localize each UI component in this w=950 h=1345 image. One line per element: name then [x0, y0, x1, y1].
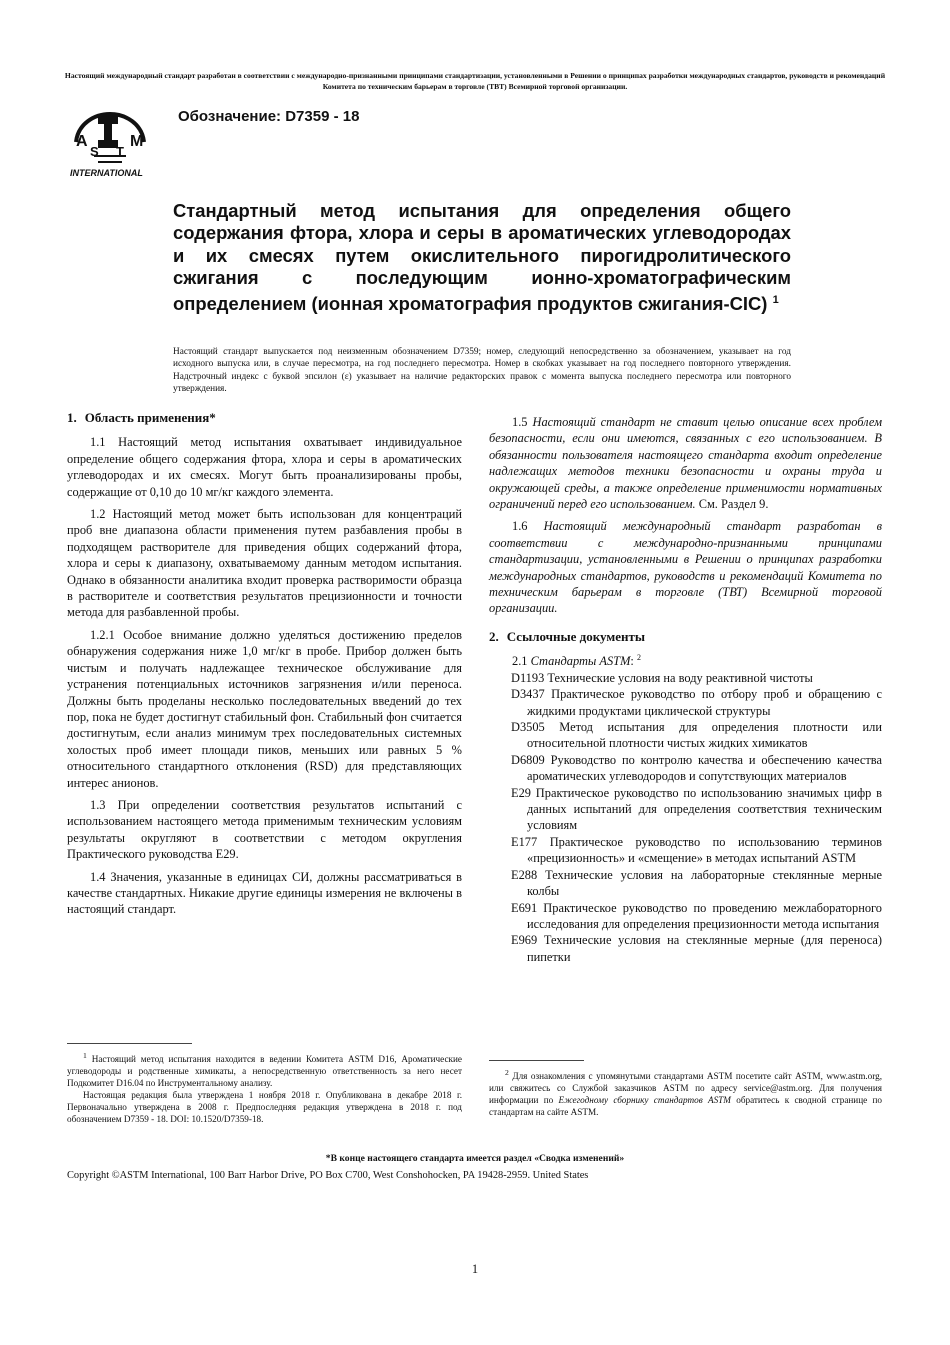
- svg-text:S: S: [90, 144, 99, 159]
- right-footnotes: [489, 1060, 882, 1118]
- reference-item: E691 Практическое руководство по проведению межлабораторного исследования для определения прецизионности метода испытания: [511, 900, 882, 931]
- paragraph-1-4: 1.4 Значения, указанные в единицах СИ, должны рассматриваться в качестве стандартных. Никакие другие единицы измерения не включены в настоящий стандарт.: [67, 869, 462, 917]
- footnote-2: $^2$ Для ознакомления с упомянутыми стандартами ASTM посетите сайт ASTM, www.astm.org, или свяжитесь со Службой заказчиков ASTM по адресу service@astm.org. Для получения информации по Ежегодному сборнику стандартов ASTM обратитесь к сводной странице по стандартам на сайте ASTM.: [489, 1068, 883, 1118]
- paragraph-1-5: 1.5 Настоящий стандарт не ставит целью описание всех проблем безопасности, если они имеются, связанных с его использованием. В обязанности пользователя настоящего стандарта входит определение надлежащих методов техники безопасности и охраны труда и окружающей среды, а также определение применимости нормативных ограничений перед его использованием. См. Раздел 9.: [489, 415, 882, 512]
- paragraph-1-1: 1.1 Настоящий метод испытания охватывает индивидуальное определение общего содержания фтора, хлора и серы в ароматических углеводородах и их смесях. Могут быть проанализированы пробы, содержащие от 0,10 до 10 мг/кг каждого элемента.: [67, 435, 462, 499]
- paragraph-1-2: 1.2 Настоящий метод может быть использован для концентраций проб вне диапазона области применения путем разбавления пробы в подходящем растворителе для приведения общих содержаний фтора, хлора и серы к диапазону, охватываемому данным методом испытания. Однако в обязанности аналитика входит проверка растворимости образца в растворителе и соответствия результатов прецизионности и точности метода для разбавленной пробы.: [67, 507, 462, 620]
- reference-item: E969 Технические условия на стеклянные мерные (для переноса) пипетки: [511, 933, 882, 964]
- footnote-divider: [489, 1060, 584, 1061]
- copyright-line: Copyright ©ASTM International, 100 Barr Harbor Drive, PO Box C700, West Conshohocken, PA 19428-2959. United States: [67, 1170, 589, 1181]
- paragraph-2-1: 2.1 Стандарты ASTM: $^2$: [512, 653, 641, 669]
- summary-of-changes-note: *В конце настоящего стандарта имеется раздел «Сводка изменений»: [325, 1153, 625, 1164]
- reference-item: D6809 Руководство по контролю качества и обеспечению качества ароматических углеводородов и сопутствующих материалов: [511, 752, 882, 784]
- astm-logo-icon: [68, 112, 160, 182]
- reference-item: D3505 Метод испытания для определения плотности или относительной плотности чистых жидких химикатов: [511, 720, 882, 751]
- title-text: Стандартный метод испытания для определения общего содержания фтора, хлора и серы в ароматических углеводородах и их смесях путем окислительного пирогидролитического сжигания с последующим ионно-хроматографическим определением (ионная хроматография продуктов сжигания-CIC): [173, 200, 791, 315]
- issuance-note: Настоящий стандарт выпускается под неизменным обозначением D7359; номер, следующий непосредственно за обозначением, указывает на год исходного выпуска или, в случае пересмотра, на год последнего пересмотра. Номер в скобках указывает на год последнего повторного утверждения. Надстрочный индекс с буквой эпсилон (ε) указывает на наличие редакторских правок с момента выпуска последнего пересмотра или повторного утверждения.: [173, 347, 791, 395]
- footnote-1-approval: Настоящая редакция была утверждена 1 ноября 2018 г. Опубликована в декабре 2018 г. Первоначально утверждена в 2008 г. Предпоследняя редакция утверждена в 2018 г. под обозначением D7359 - 18. DOI: 10.1520/D7359-18.: [67, 1090, 462, 1125]
- section-2-heading: 2. Ссылочные документы: [489, 628, 646, 644]
- reference-item: D3437 Практическое руководство по отбору проб и обращению с жидкими продуктами циклической структуры: [511, 687, 882, 718]
- reference-item: D1193 Технические условия на воду реактивной чистоты: [511, 670, 813, 685]
- right-column: [489, 414, 882, 965]
- left-footnotes: [67, 1043, 462, 1125]
- page-number: 1: [471, 1262, 479, 1276]
- section-1-heading: 1. Область применения*: [67, 410, 216, 425]
- astm-logo: [68, 112, 160, 182]
- paragraph-1-3: 1.3 При определении соответствия результатов испытаний с использованием настоящего метода применимым техническим условиям результаты округляют в соответствии с методом округления Практического руководства E29.: [67, 797, 462, 862]
- paragraph-1-6: 1.6 Настоящий международный стандарт разработан в соответствии с международно-признанными принципами стандартизации, установленными в Решении о принципах разработки международных стандартов, руководств и рекомендаций Комитета по техническим барьерам в торговле (ТВТ) Всемирной торговой организации.: [489, 519, 882, 616]
- left-column: [67, 410, 462, 918]
- document-title: [173, 200, 791, 316]
- footnote-divider: [67, 1043, 192, 1044]
- reference-item: E177 Практическое руководство по использованию терминов «прецизионность» и «смещение» в методах испытаний ASTM: [511, 834, 882, 866]
- logo-subtext: INTERNATIONAL: [70, 168, 143, 178]
- title-footnote-mark: 1: [772, 294, 779, 307]
- reference-item: E29 Практическое руководство по использованию значимых цифр в данных испытаний для определения соответствия техническим условиям: [511, 785, 882, 833]
- designation: Обозначение: D7359 - 18: [178, 108, 360, 125]
- paragraph-1-2-1: 1.2.1 Особое внимание должно уделяться достижению пределов обнаружения содержания ниже 1,0 мг/кг в пробе. Прибор должен быть чистым и получать надлежащее техническое обслуживание для устранения потенциальных источников загрязнения и/или переноса. Должны быть проделаны несколько последовательных введений до тех пор, пока не будет достигнут стабильный фон. Стабильный фон считается достигнутым, если анализ минимум трех последовательных системных холостых проб имеет площади пиков, меньших или равных 5 % относительного стандартного отклонения (RSD) для представляющих интерес анионов.: [67, 627, 462, 790]
- international-standard-note: Настоящий международный стандарт разработан в соответствии с международно-признанными принципами стандартизации, установленными в Решении о принципах разработки международных стандартов, руководств и рекомендаций Комитета по техническим барьерам в торговле (ТВТ) Всемирной торговой организации.: [64, 71, 886, 91]
- reference-item: E288 Технические условия на лабораторные стеклянные мерные колбы: [511, 867, 882, 899]
- svg-text:M: M: [130, 133, 144, 150]
- footnote-1: $^1$ Настоящий метод испытания находится в ведении Комитета ASTM D16, Ароматические углеводороды и родственные химикаты, а непосредственную ответственность за него несет Подкомитет D16.04 по Инструментальному анализу.: [67, 1051, 462, 1089]
- svg-text:T: T: [116, 144, 124, 159]
- svg-text:A: A: [76, 133, 88, 150]
